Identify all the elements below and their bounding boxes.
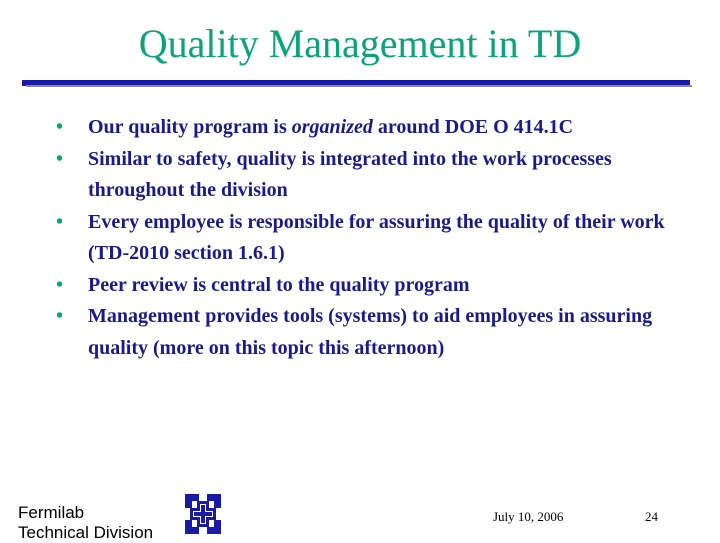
bullet-emphasis: organized (291, 116, 373, 138)
bullet-text-part: around DOE O 414.1C (372, 116, 574, 138)
footer-date: July 10, 2006 (493, 509, 564, 524)
bullet-text (88, 116, 573, 138)
footer-org-line1: Fermilab (18, 503, 85, 522)
bullet-item (56, 144, 676, 207)
footer-organization (18, 503, 153, 543)
bullet-marker: • (56, 116, 64, 138)
bullet-marker: • (56, 147, 64, 170)
fermilab-logo-icon (181, 492, 225, 536)
bullet-marker: • (56, 210, 64, 233)
bullet-list (56, 112, 676, 364)
bullet-text: Similar to safety, quality is integrated into the work processes throughout the division (88, 147, 612, 201)
title-divider-shadow (26, 85, 692, 87)
bullet-item (56, 112, 676, 144)
page-number: 24 (645, 509, 658, 524)
bullet-item (56, 270, 676, 302)
slide-title: Quality Management in TD (138, 21, 582, 66)
bullet-text-part: Our quality program is (88, 116, 292, 138)
bullet-item (56, 207, 676, 270)
footer-org-line2: Technical Division (18, 523, 154, 542)
bullet-text: Management provides tools (systems) to aid employees in assuring quality (more on this topic this afternoon) (88, 305, 653, 359)
bullet-item (56, 301, 676, 364)
bullet-marker: • (56, 305, 64, 327)
bullet-text: Peer review is central to the quality program (88, 273, 470, 296)
bullet-marker: • (56, 273, 64, 296)
bullet-text: Every employee is responsible for assuring the quality of their work (TD-2010 section 1.6.1) (88, 210, 665, 264)
